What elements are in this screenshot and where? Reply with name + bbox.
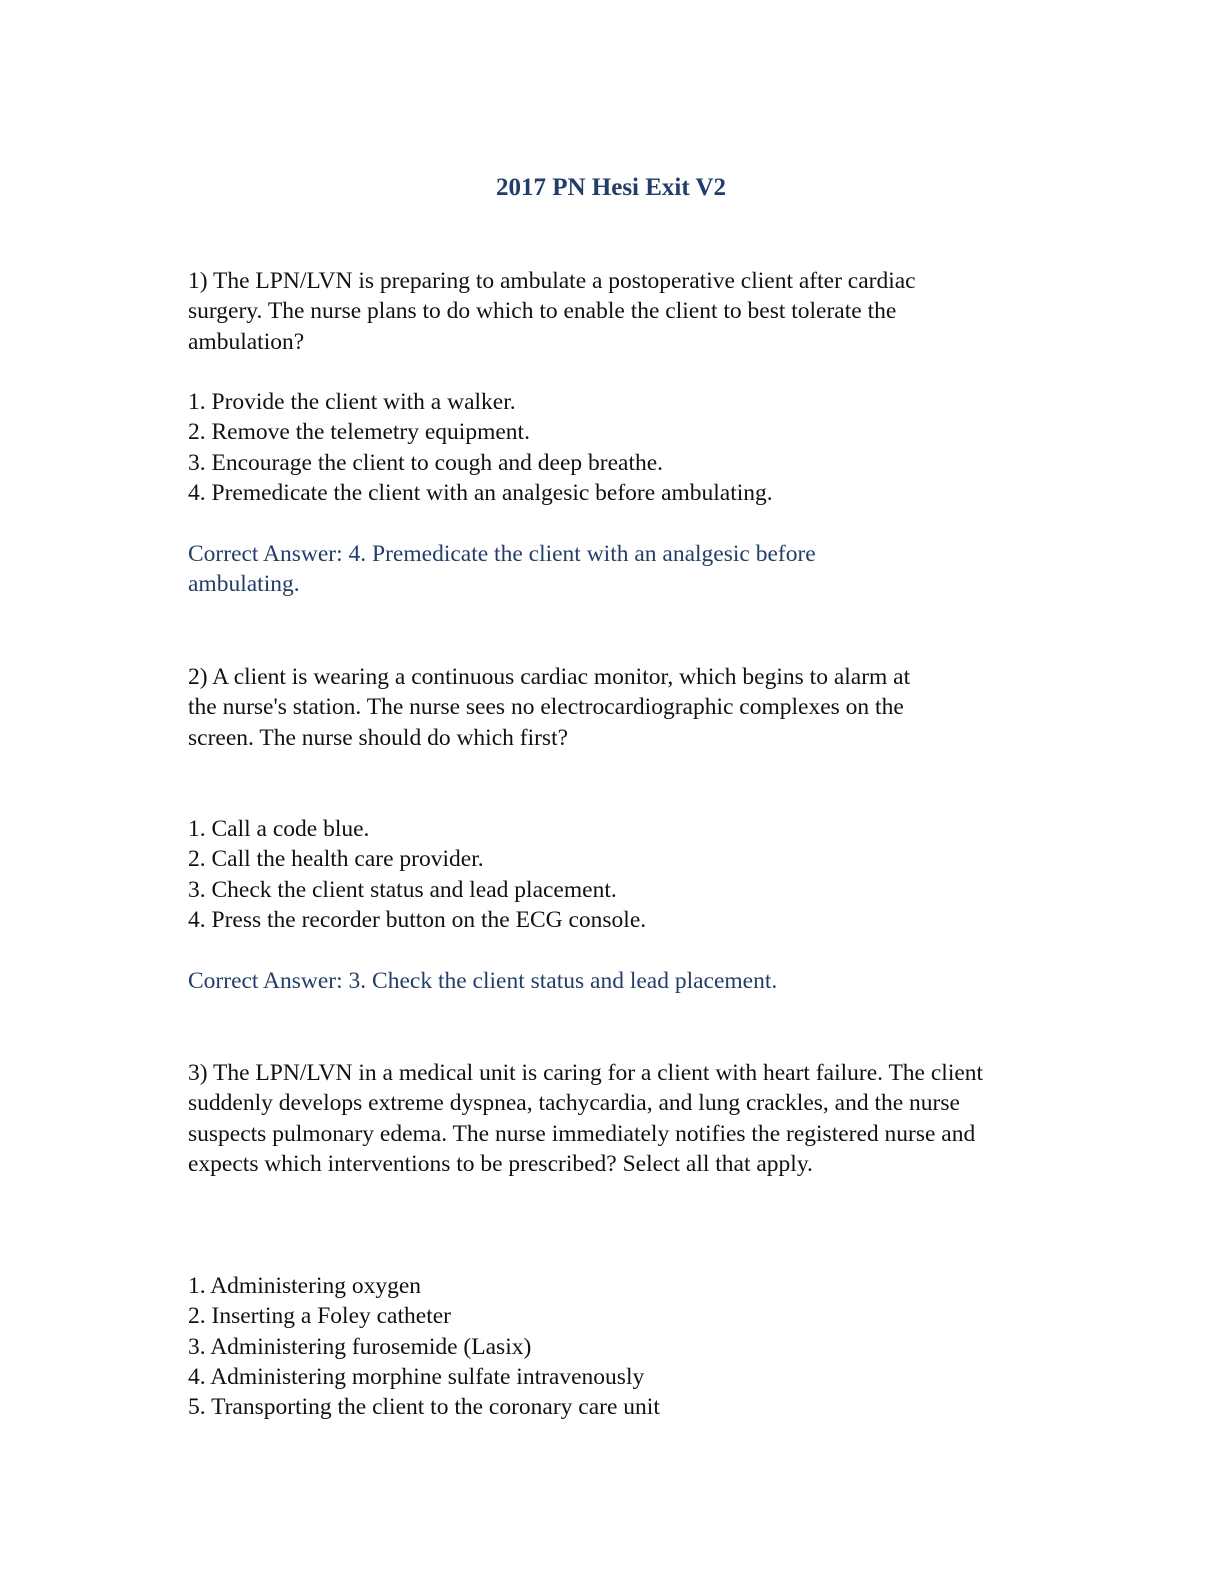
question-3-option-5: 5. Transporting the client to the coronary care unit bbox=[188, 1394, 660, 1421]
question-1-text: 1) The LPN/LVN is preparing to ambulate a postoperative client after cardiac surgery. The nurse plans to do which to enable the client to best tolerate the ambulation? bbox=[188, 268, 916, 355]
question-2-options bbox=[188, 814, 988, 935]
question-2-option-2: 2. Call the health care provider. bbox=[188, 846, 484, 873]
question-1-option-3: 3. Encourage the client to cough and deep breathe. bbox=[188, 449, 664, 476]
document-title: 2017 PN Hesi Exit V2 bbox=[495, 174, 727, 201]
question-3-option-2: 2. Inserting a Foley catheter bbox=[188, 1303, 451, 1330]
question-2-option-4: 4. Press the recorder button on the ECG console. bbox=[188, 906, 647, 933]
question-1-option-1: 1. Provide the client with a walker. bbox=[188, 389, 516, 415]
question-3-text: 3) The LPN/LVN in a medical unit is caring for a client with heart failure. The client suddenly develops extreme dyspnea, tachycardia, and lung crackles, and the nurse suspects pulmonary edema. The nurse immediately notifies the registered nurse and expects which interventions to be prescribed? Select all that apply. bbox=[188, 1060, 984, 1177]
question-1-options bbox=[188, 387, 988, 508]
question-1-answer: Correct Answer: 4. Premedicate the client with an analgesic before ambulating. bbox=[188, 541, 816, 598]
question-2-text: 2) A client is wearing a continuous cardiac monitor, which begins to alarm at the nurse's station. The nurse sees no electrocardiographic complexes on the screen. The nurse should do which first? bbox=[188, 664, 911, 751]
question-1-option-2: 2. Remove the telemetry equipment. bbox=[188, 419, 530, 446]
question-3-option-4: 4. Administering morphine sulfate intravenously bbox=[188, 1363, 645, 1390]
question-3-options bbox=[188, 1271, 988, 1422]
question-3-option-3: 3. Administering furosemide (Lasix) bbox=[188, 1333, 532, 1360]
question-1-option-4: 4. Premedicate the client with an analgesic before ambulating. bbox=[188, 479, 773, 506]
question-2-answer: Correct Answer: 3. Check the client status and lead placement. bbox=[188, 968, 778, 994]
question-2-option-3: 3. Check the client status and lead placement. bbox=[188, 876, 617, 903]
question-2-option-1: 1. Call a code blue. bbox=[188, 816, 370, 842]
question-3-option-1: 1. Administering oxygen bbox=[188, 1273, 422, 1299]
